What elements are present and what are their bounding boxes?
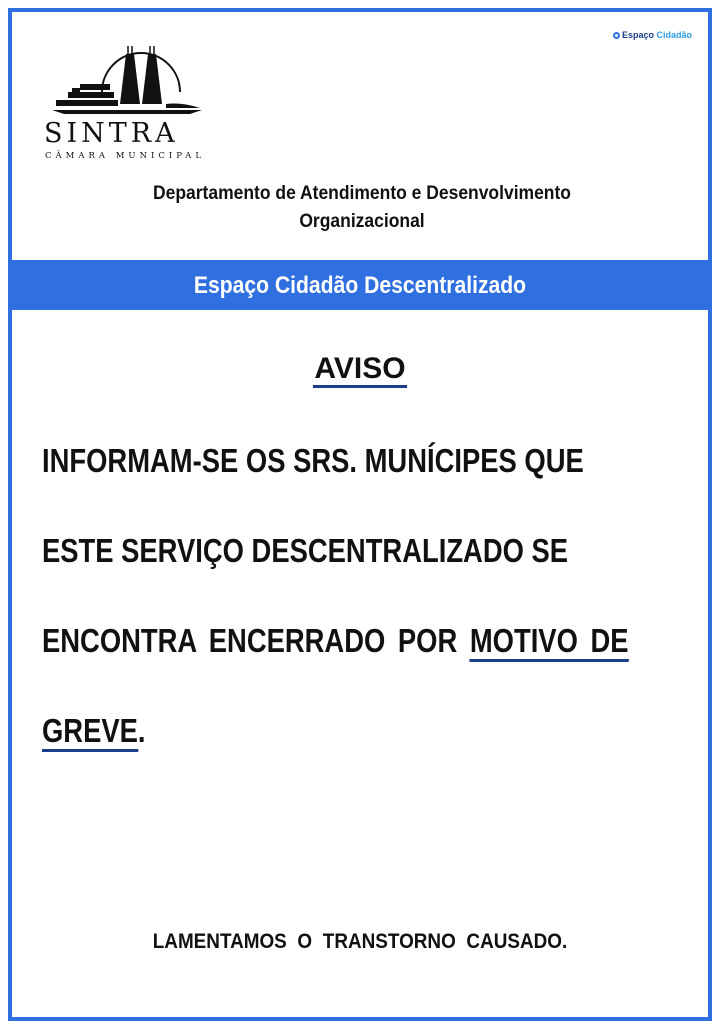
closing-message: LAMENTAMOS O TRANSTORNO CAUSADO. [152, 930, 568, 953]
logo-wordmark: SINTRA [44, 118, 179, 149]
department-title [95, 180, 629, 236]
department-line2: Organizacional [299, 211, 425, 232]
notice-line1: INFORMAM-SE OS SRS. MUNÍCIPES QUE [42, 442, 584, 479]
notice-line3-underlined: MOTIVO DE [470, 622, 629, 662]
title-band [12, 260, 708, 310]
notice-line2: ESTE SERVIÇO DESCENTRALIZADO SE [42, 532, 569, 569]
department-line1: Departamento de Atendimento e Desenvolvimento [153, 183, 571, 204]
sintra-palace-icon [42, 32, 212, 122]
notice-line3 [42, 622, 629, 660]
brand-circle-icon [613, 32, 620, 39]
brand-part2: Cidadão [656, 30, 692, 40]
notice-line4-tail: . [137, 712, 146, 749]
logo-subtitle: CÂMARA MUNICIPAL [45, 151, 205, 161]
band-title: Espaço Cidadão Descentralizado [193, 272, 527, 299]
notice-line3-plain: ENCONTRA ENCERRADO POR [42, 622, 470, 659]
notice-heading [12, 352, 708, 386]
notice-line4-underlined: GREVE [42, 712, 138, 752]
notice-heading-text: AVISO [313, 352, 406, 388]
notice-line4 [42, 712, 573, 750]
brand-part1: Espaço [621, 30, 654, 40]
sintra-logo [42, 32, 212, 167]
notice-sheet [8, 8, 712, 1021]
espaco-cidadao-brand [613, 30, 692, 40]
